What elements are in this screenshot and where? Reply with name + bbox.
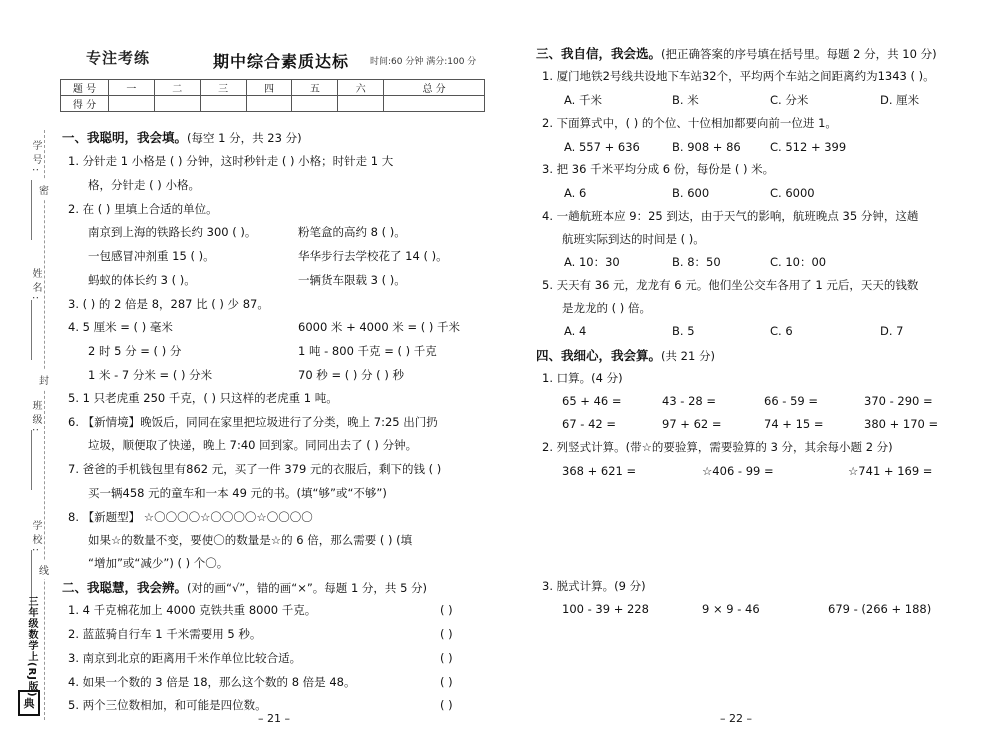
section-heading: 一、我聪明，我会填。 (62, 130, 188, 145)
question-line: 6. 【新情境】晚饭后，同同在家里把垃圾进行了分类，晚上 7:25 出门扔 (68, 415, 438, 429)
score-input-cell[interactable] (338, 96, 384, 112)
question-line: 华华步行去学校花了 14 ( )。 (298, 249, 448, 263)
page-number: – 21 – (258, 712, 290, 725)
stepwise-calc-item[interactable]: 679 - (266 + 188) (828, 602, 932, 616)
choice-option[interactable]: C. 10：00 (770, 255, 827, 269)
question-line: 2 时 5 分 = ( ) 分 (88, 344, 182, 358)
choice-option[interactable]: A. 6 (564, 186, 587, 200)
question-line: 7. 爸爸的手机钱包里有862 元，买了一件 379 元的衣服后，剩下的钱 ( ) (68, 462, 442, 476)
question-line: 1. 分针走 1 小格是 ( ) 分钟，这时秒针走 ( ) 小格；时针走 1 大 (68, 154, 394, 168)
choice-question: 2. 下面算式中，( ) 的个位、十位相加都要向前一位进 1。 (542, 116, 837, 130)
choice-question: 1. 厦门地铁2号线共设地下车站32个，平均两个车站之间距离约为1343 ( )。 (542, 69, 935, 83)
series-logo (86, 47, 148, 68)
oral-calc-item[interactable]: 65 + 46 = (562, 394, 622, 408)
answer-bracket[interactable]: ( ) (440, 603, 453, 617)
question-line: 垃圾，顺便取了快递，晚上 7:40 回到家。同同出去了 ( ) 分钟。 (88, 438, 418, 452)
choice-option[interactable]: C. 6 (770, 324, 793, 338)
score-input-cell[interactable] (246, 96, 292, 112)
choice-option[interactable]: B. 8：50 (672, 255, 721, 269)
score-cell: 四 (246, 80, 292, 96)
choice-option[interactable]: D. 厘米 (880, 93, 920, 107)
score-table (60, 79, 485, 112)
score-cell: 三 (200, 80, 246, 96)
judge-item: 5. 两个三位数相加，和可能是四位数。 (68, 698, 267, 712)
stepwise-calc-item[interactable]: 9 × 9 - 46 (702, 602, 760, 616)
oral-calc-item[interactable]: 74 + 15 = (764, 417, 824, 431)
vertical-calc-item[interactable]: ☆741 + 169 = (848, 464, 933, 478)
choice-option[interactable]: A. 557 + 636 (564, 140, 640, 154)
choice-option[interactable]: B. 600 (672, 186, 710, 200)
class-blank[interactable] (31, 430, 32, 490)
question-line: 蚂蚁的体长约 3 ( )。 (88, 273, 196, 287)
question-line: 一包感冒冲剂重 15 ( )。 (88, 249, 215, 263)
score-cell: 得 分 (61, 96, 109, 112)
choice-question: 是龙龙的 ( ) 倍。 (562, 301, 651, 315)
logo-char: 注 (102, 49, 117, 67)
question-line: “增加”或“减少”) ( ) 个〇。 (88, 556, 229, 570)
section1-title (62, 128, 302, 146)
choice-question: 航班实际到达的时间是 ( )。 (562, 232, 705, 246)
choice-question: 4. 一趟航班本应 9：25 到达，由于天气的影响，航班晚点 35 分钟，这趟 (542, 209, 919, 223)
student-id-blank[interactable] (31, 180, 32, 240)
question-line: 5. 1 只老虎重 250 千克，( ) 只这样的老虎重 1 吨。 (68, 391, 338, 405)
page-number: – 22 – (720, 712, 752, 725)
cut-mark-seal: 密 (39, 180, 49, 199)
subsection-title: 1. 口算。(4 分) (542, 371, 623, 385)
score-cell: 六 (338, 80, 384, 96)
logo-char: 考 (118, 49, 133, 67)
score-input-cell[interactable] (109, 96, 155, 112)
name-blank[interactable] (31, 300, 32, 360)
exam-title: 期中综合素质达标 (213, 52, 350, 71)
margin-label-school: 学校: (30, 520, 41, 556)
section-note: (每空 1 分，共 23 分) (187, 131, 302, 145)
vertical-calc-item[interactable]: ☆406 - 99 = (702, 464, 774, 478)
brand-logo-icon: 典 (18, 690, 40, 716)
section3-title (536, 44, 937, 62)
oral-calc-item[interactable]: 370 - 290 = (864, 394, 933, 408)
score-input-cell[interactable] (384, 96, 485, 112)
choice-option[interactable]: A. 4 (564, 324, 587, 338)
choice-option[interactable]: B. 908 + 86 (672, 140, 741, 154)
judge-item: 2. 蓝蓝骑自行车 1 千米需要用 5 秒。 (68, 627, 262, 641)
question-line: 南京到上海的铁路长约 300 ( )。 (88, 225, 257, 239)
subsection-title: 3. 脱式计算。(9 分) (542, 579, 646, 593)
choice-option[interactable]: B. 5 (672, 324, 695, 338)
cut-mark-line: 线 (39, 560, 49, 579)
section4-title (536, 346, 715, 364)
section-heading: 三、我自信，我会选。 (536, 46, 662, 61)
answer-bracket[interactable]: ( ) (440, 651, 453, 665)
choice-option[interactable]: C. 512 + 399 (770, 140, 847, 154)
binding-margin (0, 0, 58, 754)
question-line: 如果☆的数量不变，要使〇的数量是☆的 6 倍，那么需要 ( ) (填 (88, 533, 413, 547)
logo-char: 练 (134, 49, 149, 67)
oral-calc-item[interactable]: 66 - 59 = (764, 394, 819, 408)
exam-meta: 时间:60 分钟 满分:100 分 (370, 57, 477, 67)
oral-calc-item[interactable]: 43 - 28 = (662, 394, 717, 408)
choice-option[interactable]: D. 7 (880, 324, 904, 338)
question-line: 6000 米 + 4000 米 = ( ) 千米 (298, 320, 461, 334)
question-line: 3. ( ) 的 2 倍是 8，287 比 ( ) 少 87。 (68, 297, 269, 311)
judge-item: 1. 4 千克棉花加上 4000 克铁共重 8000 千克。 (68, 603, 317, 617)
question-line: 2. 在 ( ) 里填上合适的单位。 (68, 202, 218, 216)
score-input-cell[interactable] (200, 96, 246, 112)
stepwise-calc-item[interactable]: 100 - 39 + 228 (562, 602, 649, 616)
choice-option[interactable]: A. 10：30 (564, 255, 620, 269)
answer-bracket[interactable]: ( ) (440, 675, 453, 689)
question-line: 粉笔盒的高约 8 ( )。 (298, 225, 406, 239)
choice-option[interactable]: C. 分米 (770, 93, 809, 107)
score-cell: 总 分 (384, 80, 485, 96)
question-line: 格，分针走 ( ) 小格。 (88, 178, 200, 192)
judge-item: 4. 如果一个数的 3 倍是 18，那么这个数的 8 倍是 48。 (68, 675, 356, 689)
oral-calc-item[interactable]: 380 + 170 = (864, 417, 939, 431)
vertical-calc-item[interactable]: 368 + 621 = (562, 464, 637, 478)
score-input-cell[interactable] (154, 96, 200, 112)
oral-calc-item[interactable]: 97 + 62 = (662, 417, 722, 431)
right-page (500, 0, 1000, 754)
oral-calc-item[interactable]: 67 - 42 = (562, 417, 617, 431)
choice-question: 5. 天天有 36 元，龙龙有 6 元。他们坐公交车各用了 1 元后，天天的钱数 (542, 278, 919, 292)
score-table-header-row (61, 80, 485, 96)
question-line: 8. 【新题型】 ☆〇〇〇〇☆〇〇〇〇☆〇〇〇〇 (68, 510, 313, 524)
section2-title (62, 578, 427, 596)
section-heading: 四、我细心，我会算。 (536, 348, 662, 363)
choice-option[interactable]: B. 米 (672, 93, 699, 107)
question-line: 一辆货车限载 3 ( )。 (298, 273, 406, 287)
score-table-score-row (61, 96, 485, 112)
question-line: 70 秒 = ( ) 分 ( ) 秒 (298, 368, 404, 382)
score-cell: 题 号 (61, 80, 109, 96)
section-note: (把正确答案的序号填在括号里。每题 2 分，共 10 分) (661, 47, 937, 61)
section-heading: 二、我聪慧，我会辨。 (62, 580, 188, 595)
margin-label-name: 姓名: (30, 268, 41, 304)
section-note: (对的画“√”，错的画“×”。每题 1 分，共 5 分) (187, 581, 428, 595)
cut-mark-close: 封 (39, 370, 49, 389)
judge-item: 3. 南京到北京的距离用千米作单位比较合适。 (68, 651, 302, 665)
score-cell: 一 (109, 80, 155, 96)
score-cell: 二 (154, 80, 200, 96)
margin-label-student-id: 学号: (30, 140, 41, 176)
question-line: 1 米 - 7 分米 = ( ) 分米 (88, 368, 213, 382)
subsection-title: 2. 列竖式计算。(带☆的要验算，需要验算的 3 分，其余每小题 2 分) (542, 440, 893, 454)
answer-bracket[interactable]: ( ) (440, 627, 453, 641)
question-line: 4. 5 厘米 = ( ) 毫米 (68, 320, 173, 334)
cut-line (44, 130, 45, 720)
grade-tag: 三年级数学上(RJ版) (26, 596, 37, 698)
choice-option[interactable]: C. 6000 (770, 186, 815, 200)
question-line: 买一辆458 元的童车和一本 49 元的书。(填“够”或“不够”) (88, 486, 387, 500)
margin-label-class: 班级: (30, 400, 41, 436)
question-line: 1 吨 - 800 千克 = ( ) 千克 (298, 344, 437, 358)
answer-bracket[interactable]: ( ) (440, 698, 453, 712)
score-cell: 五 (292, 80, 338, 96)
logo-char: 专 (86, 49, 101, 67)
section-note: (共 21 分) (661, 349, 715, 363)
choice-question: 3. 把 36 千米平均分成 6 份，每份是 ( ) 米。 (542, 162, 775, 176)
score-input-cell[interactable] (292, 96, 338, 112)
choice-option[interactable]: A. 千米 (564, 93, 602, 107)
